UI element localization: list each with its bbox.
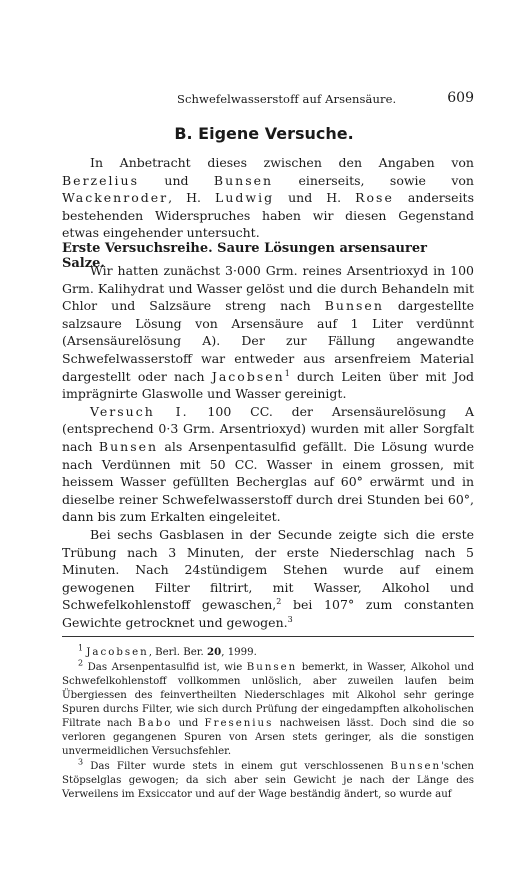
paragraph-text: bei 107° zum constanten Gewichte getrocknet und gewogen.: [62, 597, 474, 630]
author-name: Babo: [138, 718, 173, 729]
intro-paragraph: [62, 154, 474, 242]
footnote: [62, 645, 474, 660]
author-name: Jacobsen: [86, 647, 149, 658]
page-header: [62, 90, 474, 108]
volume-number: 20: [207, 646, 222, 658]
intro-text: , H.: [168, 190, 216, 206]
paragraph: [62, 526, 474, 632]
author-name: Fresenius: [204, 718, 274, 729]
author-name: Bunsen: [213, 172, 274, 188]
paragraph-text: Wir hatten zunächst 3·000 Grm. reines Arsentrioxyd in 100 Grm. Kalihydrat und Wasser gelöst und die durch Behandeln mit Chlor und Salzsäure streng nach: [62, 263, 474, 314]
running-title: Schwefelwasserstoff auf Arsensäure.: [177, 92, 397, 106]
footnote-text: 'schen Stöpselglas gewogen; da sich aber sein Gewicht je nach der Länge des Verweilens im Exsiccator und auf der Wage beständig ändert, so wurde auf: [62, 761, 474, 800]
author-name: Jacobsen: [211, 368, 285, 384]
intro-text: und H.: [274, 190, 356, 206]
paragraph-text: Bei sechs Gasblasen in der Secunde zeigte sich die erste Trübung nach 3 Minuten, der erste Niederschlag nach 5 Minuten. Nach 24stündigem Stehen wurde auf einem gewogenen Filter filtrirt, mit Wasser, Alkohol und Schwefelkohlenstoff gewaschen,: [62, 526, 474, 613]
footnote-ref: 3: [287, 614, 293, 624]
footnote-number: 1: [78, 643, 84, 653]
author-name: Rose: [355, 190, 394, 206]
intro-text: und: [139, 172, 214, 188]
footnote-text: bemerkt, in Wasser, Alkohol und Schwefelkohlenstoff vollkommen unlöslich, aber zuweilen laufen beim Übergiessen des feinvertheilten Niederschlages mit Alkohol sehr geringe Spuren durchs Filter, wie sich durch Prüfung der eingedampften alkoholischen Filtrate nach: [62, 662, 474, 729]
intro-text: In Anbetracht dieses zwischen den Angaben von: [90, 155, 474, 170]
footnote-number: 3: [78, 757, 84, 767]
footnote-text: Das Arsenpentasulfid ist, wie: [87, 662, 247, 673]
footnote-number: 2: [78, 658, 84, 668]
footnote-text: Das Filter wurde stets in einem gut verschlossenen: [90, 761, 391, 772]
section-heading: B. Eigene Versuche.: [174, 124, 354, 143]
footnote: [62, 757, 474, 802]
paragraph-text: 100 CC. der Arsensäurelösung A (entsprechend 0·3 Grm. Arsentrioxyd) wurden mit aller Sorgfalt nach: [62, 403, 474, 454]
footnote-ref: 1: [284, 368, 290, 378]
author-name: Bunsen: [324, 298, 384, 314]
page-number: 609: [447, 90, 474, 106]
main-text: [62, 262, 474, 631]
footnote: [62, 658, 474, 759]
paragraph-text: durch Leiten über mit Jod imprägnirte Glaswolle und Wasser gereinigt.: [62, 368, 475, 402]
author-name: Berzelius: [62, 172, 140, 188]
intro-text: einerseits, sowie von: [273, 172, 474, 188]
series-heading: Erste Versuchsreihe. Saure Lösungen arsensaurer Salze.: [62, 241, 427, 271]
footnote-text: , Berl. Ber.: [148, 647, 208, 658]
author-name: Bunsen: [98, 438, 159, 454]
footnote-text: und: [172, 718, 205, 729]
author-name: Ludwig: [215, 190, 275, 206]
author-name: Bunsen: [246, 662, 298, 673]
intro-text: anderseits bestehenden Widerspruches haben wir diesen Gegenstand etwas eingehender untersucht.: [62, 190, 474, 241]
experiment-label: Versuch I.: [90, 403, 189, 419]
paragraph: [62, 262, 474, 403]
footnote-ref: 2: [276, 597, 282, 607]
author-name: Bunsen: [390, 761, 442, 772]
footnote-text: , 1999.: [221, 647, 257, 658]
footnotes: [62, 636, 474, 803]
footnote-text: nachweisen lässt. Doch sind die so verloren gegangenen Spuren von Arsen stets geringer, als die sonstigen unvermeidlichen Versuchsfehler.: [62, 718, 474, 757]
paragraph: [62, 403, 474, 526]
paragraph-text: als Arsenpentasulfid gefällt. Die Lösung wurde nach Verdünnen mit 50 CC. Wasser in einem grossen, mit heissem Wasser gefüllten Becherglas auf 60° erwärmt und in dieselbe reiner Schwefelwasserstoff durch drei Stunden bei 60°, dann bis zum Erkalten eingeleitet.: [62, 438, 475, 525]
author-name: Wackenroder: [62, 190, 169, 206]
paragraph-text: dargestellte salzsaure Lösung von Arsensäure auf 1 Liter verdünnt (Arsensäurelösung A). Der zur Fällung angewandte Schwefelwasserstoff war entweder aus arsenfreiem Material dargestellt oder nach: [62, 298, 474, 384]
